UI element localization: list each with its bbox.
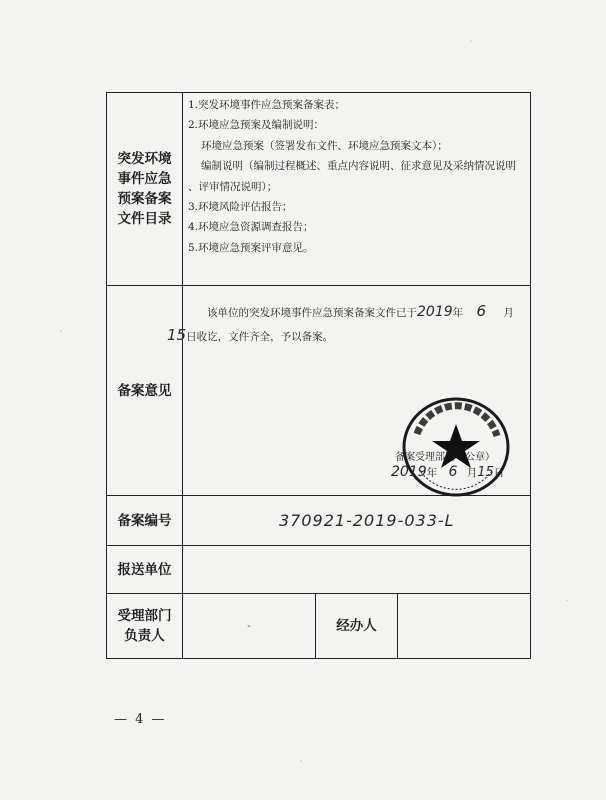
department-row bbox=[107, 594, 531, 659]
handwritten-year: 2019 bbox=[417, 304, 453, 320]
contents-item: 、评审情况说明）； bbox=[188, 180, 278, 193]
contents-label: 突发环境 事件应急 预案备案 文件目录 bbox=[107, 93, 183, 286]
handwritten-month: 6 bbox=[476, 302, 487, 320]
scan-speck bbox=[540, 150, 541, 151]
record-number-label: 备案编号 bbox=[107, 496, 183, 546]
scan-speck bbox=[566, 600, 568, 601]
department-head-label: 受理部门 负责人 bbox=[107, 594, 183, 659]
handwritten-day: 15 bbox=[167, 326, 187, 344]
contents-list bbox=[183, 93, 531, 286]
opinion-label: 备案意见 bbox=[107, 286, 183, 496]
opinion-line-2: 15日收讫，文件齐全，予以备案。 bbox=[167, 326, 334, 344]
submit-unit-label: 报送单位 bbox=[107, 546, 183, 594]
contents-item: 编制说明（编制过程概述、重点内容说明、征求意见及采纳情况说明 bbox=[201, 160, 516, 173]
contents-item: 4.环境应急资源调查报告； bbox=[188, 221, 314, 234]
opinion-line-1: 该单位的突发环境事件应急预案备案文件已于2019年 6 月 bbox=[207, 302, 514, 320]
department-head-value: - bbox=[183, 594, 316, 659]
opinion-cell bbox=[167, 286, 531, 496]
signature-date: 2019年 6 月15日 bbox=[391, 464, 505, 480]
handler-value bbox=[398, 594, 531, 659]
contents-item: 3.环境风险评估报告； bbox=[188, 201, 293, 214]
scan-speck bbox=[470, 40, 472, 42]
contents-row bbox=[107, 93, 531, 286]
filing-form-table bbox=[106, 92, 531, 659]
scan-speck bbox=[300, 760, 302, 762]
scan-speck bbox=[60, 330, 62, 332]
record-number-value: 370921-2019-033-L bbox=[279, 511, 455, 530]
contents-item: 2.环境应急预案及编制说明： bbox=[188, 119, 325, 132]
opinion-row bbox=[107, 286, 531, 496]
contents-item: 环境应急预案（签署发布文件、环境应急预案文本）； bbox=[201, 139, 448, 152]
contents-item: 5.环境应急预案评审意见。 bbox=[188, 241, 314, 254]
contents-item: 1.突发环境事件应急预案备案表； bbox=[188, 99, 346, 111]
submit-unit-value bbox=[183, 546, 531, 594]
handler-label: 经办人 bbox=[316, 594, 398, 659]
page-number: — 4 — bbox=[114, 712, 167, 727]
filing-department-seal-line: 备案受理部门（公章） bbox=[395, 452, 495, 463]
submit-unit-row bbox=[107, 546, 531, 594]
